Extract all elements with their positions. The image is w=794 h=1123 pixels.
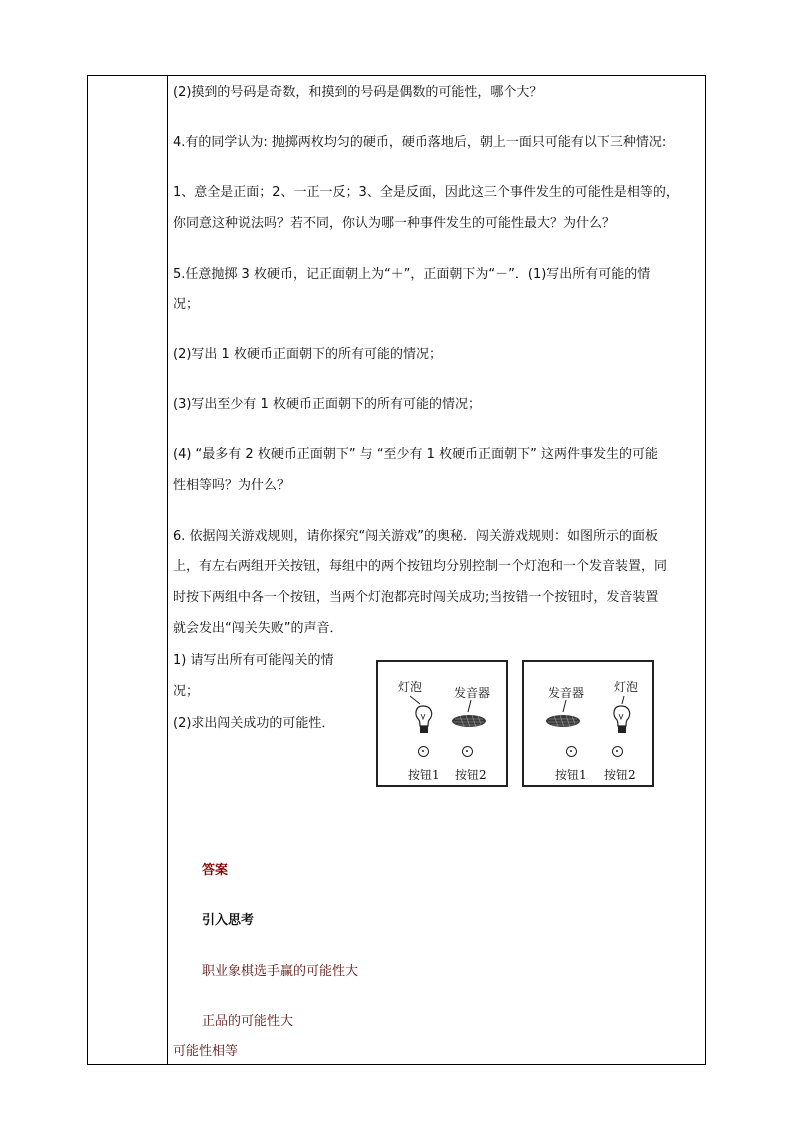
q5-part3: (3)写出至少有 1 枚硬币正面朝下的所有可能的情况； — [173, 397, 481, 412]
q4-line1: 4.有的同学认为: 抛掷两枚均匀的硬币，硬币落地后，朝上一面只可能有以下三种情况: — [173, 135, 667, 150]
q6-line1: 6. 依据闯关游戏规则，请你探究“闯关游戏”的奥秘．闯关游戏规则：如图所示的面板 — [173, 529, 659, 544]
answer-heading: 答案 — [202, 863, 229, 878]
q5-line1: 5.任意抛掷 3 枚硬币，记正面朝上为“＋”，正面朝下为“－”．(1)写出所有可能的情 — [173, 267, 651, 282]
button1-label: 按钮1 — [555, 768, 587, 782]
speaker-icon — [452, 715, 486, 727]
q6-sub1-line2: 况； — [173, 684, 200, 699]
speaker-label: 发音器 — [454, 686, 491, 700]
button2-label: 按钮2 — [455, 768, 487, 782]
speaker-icon — [546, 715, 580, 727]
q5-part4-line2: 性相等吗？为什么？ — [173, 478, 291, 493]
button1-label: 按钮1 — [408, 768, 440, 782]
button2-icon — [612, 746, 623, 757]
speaker-pointer-line — [468, 700, 471, 712]
button2-label: 按钮2 — [604, 768, 636, 782]
q6-line4: 就会发出“闯关失败”的声音． — [173, 621, 343, 636]
q3-part2: (2)摸到的号码是奇数，和摸到的号码是偶数的可能性，哪个大？ — [173, 85, 543, 100]
q4-line2: 1、意全是正面；2、一正一反；3、全是反面，因此这三个事件发生的可能性是相等的， — [173, 185, 679, 200]
switch-panel-right — [522, 660, 654, 787]
q4-line3: 你同意这种说法吗？若不同，你认为哪一种事件发生的可能性最大？为什么？ — [173, 216, 616, 231]
column-divider — [167, 75, 168, 1065]
answer-subheading: 引入思考 — [202, 913, 255, 928]
q6-line2: 上，有左右两组开关按钮，每组中的两个按钮均分别控制一个灯泡和一个发音装置，同 — [173, 559, 668, 574]
bulb-label: 灯泡 — [614, 680, 639, 694]
button1-icon — [418, 746, 429, 757]
q6-sub2: (2)求出闯关成功的可能性． — [173, 716, 335, 731]
button2-icon — [462, 746, 473, 757]
answer-line1: 职业象棋选手赢的可能性大 — [202, 964, 359, 979]
bulb-pointer-line — [410, 696, 420, 704]
lightbulb-icon — [614, 706, 630, 733]
speaker-label: 发音器 — [548, 686, 585, 700]
q6-line3: 时按下两组中各一个按钮，当两个灯泡都亮时闯关成功;当按错一个按钮时，发音装置 — [173, 590, 659, 605]
switch-panel-left — [376, 660, 508, 787]
answer-line2: 正品的可能性大 — [202, 1014, 294, 1029]
q6-sub1-line1: 1) 请写出所有可能闯关的情 — [173, 653, 334, 668]
lightbulb-icon — [416, 706, 432, 733]
panel-drawing — [378, 662, 506, 785]
q5-line2: 况； — [173, 297, 200, 312]
bulb-pointer-line — [622, 696, 624, 704]
q5-part2: (2)写出 1 枚硬币正面朝下的所有可能的情况； — [173, 347, 442, 362]
q5-part4-line1: (4) “最多有 2 枚硬币正面朝下” 与 “至少有 1 枚硬币正面朝下” 这两件事发生的可能 — [173, 447, 658, 462]
speaker-pointer-line — [563, 700, 566, 712]
button1-icon — [566, 746, 577, 757]
answer-line3: 可能性相等 — [173, 1044, 239, 1059]
bulb-label: 灯泡 — [398, 680, 423, 694]
